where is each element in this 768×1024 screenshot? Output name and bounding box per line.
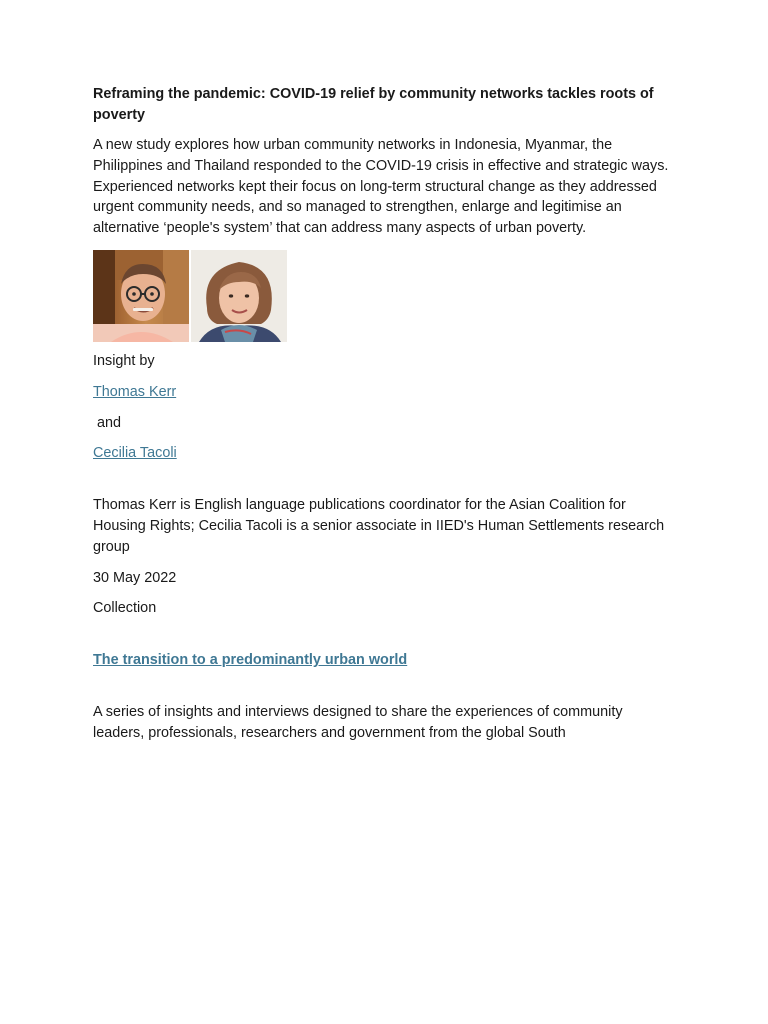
- article: [93, 84, 673, 744]
- article-lead: A new study explores how urban community networks in Indonesia, Myanmar, the Philippines and Thailand responded to the COVID-19 crisis in effective and strategic ways. Experienced networks kept their focus on long-term structural change as they addressed urgent community needs, and so managed to strengthen, enlarge and legitimise an alternative ‘people's system’ that can address many aspects of urban poverty.: [93, 137, 669, 237]
- author-photo-thomas-kerr: [93, 250, 189, 342]
- author-photos: [93, 250, 287, 342]
- author-photo-cecilia-tacoli: [191, 250, 287, 342]
- author-link-cecilia-tacoli[interactable]: Cecilia Tacoli: [93, 445, 177, 462]
- author-link-thomas-kerr[interactable]: Thomas Kerr: [93, 383, 177, 400]
- collection-link[interactable]: The transition to a predominantly urban world: [93, 652, 408, 669]
- collection-label: Collection: [93, 600, 157, 617]
- insight-by-label: Insight by: [93, 352, 155, 369]
- publish-date: 30 May 2022: [93, 569, 177, 586]
- and-label: and: [93, 414, 122, 431]
- author-bio: Thomas Kerr is English language publications coordinator for the Asian Coalition for Housing Rights; Cecilia Tacoli is a senior associate in IIED's Human Settlements research group: [93, 497, 665, 555]
- article-title: Reframing the pandemic: COVID-19 relief by community networks tackles roots of poverty: [93, 86, 654, 123]
- collection-description: A series of insights and interviews designed to share the experiences of community leaders, professionals, researchers and government from the global South: [93, 703, 623, 741]
